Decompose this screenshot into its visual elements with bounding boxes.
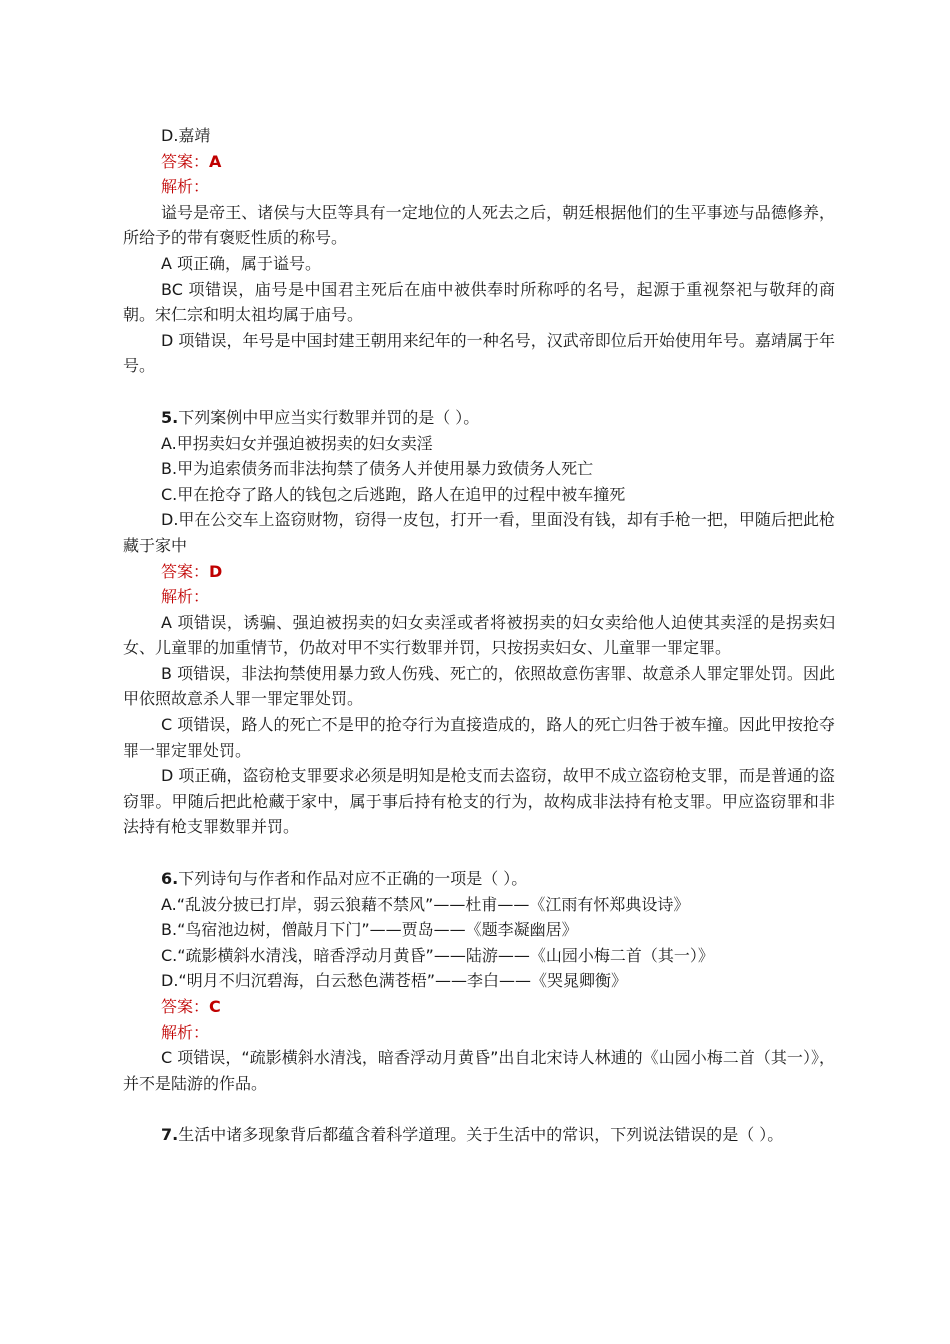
spacer — [123, 1096, 835, 1122]
q5-question-text: 下列案例中甲应当实行数罪并罚的是（ ）。 — [178, 407, 480, 427]
q6-option-d: D.“明月不归沉碧海，白云愁色满苍梧”——李白——《哭晁卿衡》 — [161, 971, 627, 991]
q4-answer — [123, 149, 835, 175]
q6-option-a: A.“乱波分披已打岸，弱云狼藉不禁风”——杜甫——《江雨有怀郑典设诗》 — [161, 894, 690, 914]
document-page — [123, 123, 835, 1148]
spacer — [123, 379, 835, 405]
q5-number: 5. — [161, 407, 179, 427]
q7-question — [123, 1122, 835, 1148]
q6-question-text: 下列诗句与作者和作品对应不正确的一项是（ ）。 — [178, 869, 528, 889]
q4-answer-label: 答案： — [161, 151, 210, 171]
q5-analysis-para: D 项正确，盗窃枪支罪要求必须是明知是枪支而去盗窃，故甲不成立盗窃枪支罪，而是普通的盗窃罪。甲随后把此枪藏于家中，属于事后持有枪支的行为，故构成非法持有枪支罪。甲应盗窃罪和非法持有枪支罪数罪并罚。 — [123, 766, 835, 837]
q5-answer — [123, 559, 835, 585]
q5-analysis-para: A 项错误，诱骗、强迫被拐卖的妇女卖淫或者将被拐卖的妇女卖给他人迫使其卖淫的是拐卖妇女、儿童罪的加重情节，仍故对甲不实行数罪并罚，只按拐卖妇女、儿童罪一罪定罪。 — [123, 612, 835, 658]
q4-analysis-para: 谥号是帝王、诸侯与大臣等具有一定地位的人死去之后，朝廷根据他们的生平事迹与品德修养，所给予的带有褒贬性质的称号。 — [123, 202, 835, 248]
q4-analysis-para: A 项正确，属于谥号。 — [161, 253, 322, 273]
q6-answer-label: 答案： — [161, 997, 210, 1016]
q5-option-b: B.甲为追索债务而非法拘禁了债务人并使用暴力致债务人死亡 — [161, 459, 594, 479]
q6-analysis-label: 解析： — [161, 1022, 210, 1042]
q6-answer-value: C — [209, 997, 221, 1016]
q4-analysis-label: 解析： — [161, 177, 210, 197]
spacer — [123, 840, 835, 866]
q6-option-c: C.“疏影横斜水清浅，暗香浮动月黄昏”——陆游——《山园小梅二首（其一）》 — [161, 945, 714, 965]
q5-analysis-label: 解析： — [161, 587, 210, 607]
q5-option-c: C.甲在抢夺了路人的钱包之后逃跑，路人在追甲的过程中被车撞死 — [161, 484, 626, 504]
q6-number: 6. — [161, 869, 179, 889]
q5-answer-label: 答案： — [161, 561, 210, 581]
q6-analysis-para: C 项错误，“疏影横斜水清浅，暗香浮动月黄昏”出自北宋诗人林逋的《山园小梅二首（其一）》，并不是陆游的作品。 — [123, 1048, 835, 1093]
q5-analysis-para: C 项错误，路人的死亡不是甲的抢夺行为直接造成的，路人的死亡归咎于被车撞。因此甲按抢夺罪一罪定罪处罚。 — [123, 715, 835, 760]
q5-option-a: A.甲拐卖妇女并强迫被拐卖的妇女卖淫 — [161, 433, 433, 453]
q4-option-d: D.嘉靖 — [161, 126, 211, 145]
q6-answer — [123, 994, 835, 1020]
q5-analysis-para: B 项错误，非法拘禁使用暴力致人伤残、死亡的，依照故意伤害罪、故意杀人罪定罪处罚。因此甲依照故意杀人罪一罪定罪处罚。 — [123, 663, 835, 709]
q5-question — [123, 405, 835, 431]
q4-analysis-para: D 项错误，年号是中国封建王朝用来纪年的一种名号，汉武帝即位后开始使用年号。嘉靖属于年号。 — [123, 330, 835, 376]
q5-answer-value: D — [209, 561, 223, 581]
q4-analysis-para: BC 项错误，庙号是中国君主死后在庙中被供奉时所称呼的名号，起源于重视祭祀与敬拜的商朝。宋仁宗和明太祖均属于庙号。 — [123, 279, 835, 325]
q4-answer-value: A — [209, 151, 222, 171]
q6-question — [123, 866, 835, 892]
q7-question-text: 生活中诸多现象背后都蕴含着科学道理。关于生活中的常识，下列说法错误的是（ ）。 — [178, 1125, 784, 1145]
q5-option-d: D.甲在公交车上盗窃财物，窃得一皮包，打开一看，里面没有钱，却有手枪一把，甲随后把此枪藏于家中 — [123, 510, 835, 555]
q6-option-b: B.“鸟宿池边树，僧敲月下门”——贾岛——《题李凝幽居》 — [161, 920, 578, 940]
q7-number: 7. — [161, 1125, 179, 1145]
